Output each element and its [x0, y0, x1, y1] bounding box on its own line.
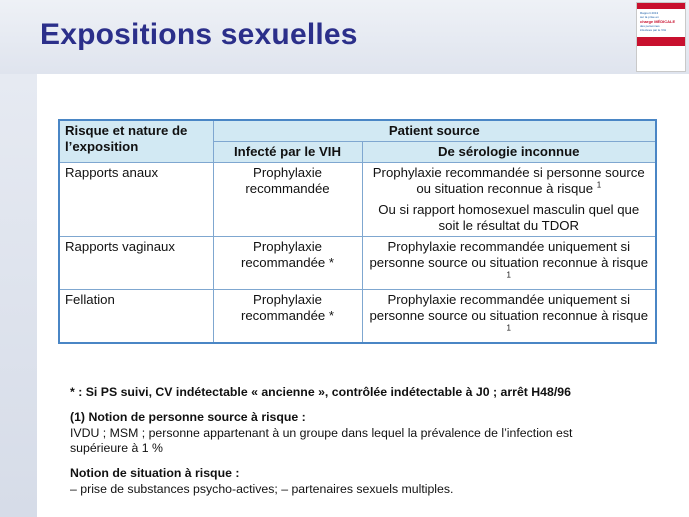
cell-unknown	[362, 237, 656, 290]
cell-unknown-text: Prophylaxie recommandée si personne source ou situation reconnue à risque	[372, 165, 645, 196]
cell-unknown	[362, 163, 656, 237]
note1-title: (1) Notion de personne source à risque :	[70, 410, 306, 424]
cell-unknown	[362, 290, 656, 344]
thumbnail-line-1: Rapport 2013	[640, 11, 659, 15]
row-label: Rapports vaginaux	[59, 237, 213, 290]
header-risk: Risque et nature de l’exposition	[59, 120, 213, 163]
table-header-row-1	[59, 120, 656, 142]
left-decorative-strip	[0, 74, 37, 517]
note1-text: IVDU ; MSM ; personne appartenant à un groupe dans lequel la prévalence de l’infection est supérieure à 1 %	[70, 426, 573, 455]
report-cover-thumbnail	[636, 2, 686, 72]
cell-unknown-text: Prophylaxie recommandée uniquement si personne source ou situation reconnue à risque	[369, 239, 649, 270]
row-label: Rapports anaux	[59, 163, 213, 237]
cell-unknown-text: Prophylaxie recommandée uniquement si personne source ou situation reconnue à risque	[369, 292, 649, 323]
footnote-marker: 1	[596, 180, 602, 190]
footnote-marker: 1	[506, 323, 511, 333]
header-unknown: De sérologie inconnue	[362, 142, 656, 163]
thumbnail-bottom-bar	[637, 37, 685, 46]
thumbnail-body	[637, 9, 685, 34]
header-patient-source: Patient source	[213, 120, 656, 142]
exposure-table	[58, 119, 657, 344]
table-row	[59, 163, 656, 237]
row-label: Fellation	[59, 290, 213, 344]
cell-unknown-extra: Ou si rapport homosexuel masculin quel que soit le résultat du TDOR	[378, 202, 640, 233]
cell-unknown-main	[368, 165, 651, 197]
note2-text: – prise de substances psycho-actives; – partenaires sexuels multiples.	[70, 482, 454, 496]
header-vih: Infecté par le VIH	[213, 142, 362, 163]
thumbnail-line-3: charge MÉDICALE	[640, 19, 676, 24]
cell-vih: Prophylaxie recommandée	[213, 163, 362, 237]
footnote-marker: 1	[506, 270, 511, 280]
thumbnail-line-5: infectées par le VIH	[640, 28, 667, 32]
thumbnail-line-4: des personnes	[640, 24, 660, 28]
cell-vih: Prophylaxie recommandée *	[213, 290, 362, 344]
table-row	[59, 237, 656, 290]
cell-vih: Prophylaxie recommandée *	[213, 237, 362, 290]
note2-title: Notion de situation à risque :	[70, 466, 240, 480]
thumbnail-line-2: sur la prise en	[640, 15, 659, 19]
footnote-star: * : Si PS suivi, CV indétectable « ancienne », contrôlée indétectable à J0 ; arrêt H48/96	[70, 385, 571, 399]
slide-title: Expositions sexuelles	[40, 18, 358, 51]
table-row	[59, 290, 656, 344]
